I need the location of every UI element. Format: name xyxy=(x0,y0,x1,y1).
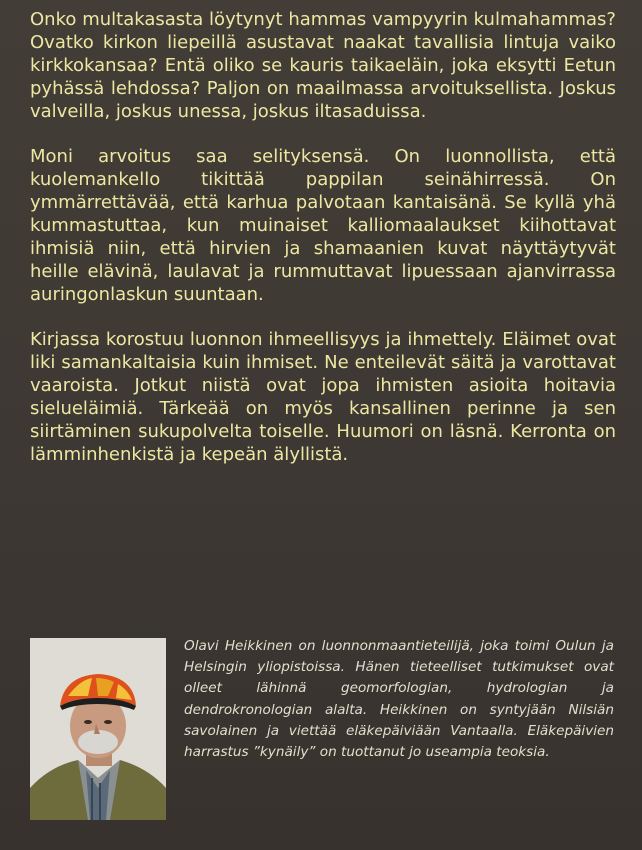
author-portrait-illustration xyxy=(30,638,166,820)
author-bio-paragraph: Olavi Heikkinen on luonnonmaantieteilijä, joka toimi Oulun ja Helsingin yliopistoissa. Hänen tieteelliset tutkimukset ovat olleet lähinnä geomorfologian, hydrologian ja dendrokronologian alalta. Heikkinen on syntyjään Nilsiän savolainen ja viettää eläkepäiviään Vantaalla. Eläkepäivien harrastus ”kynäily” on tuottanut jo useampia teoksia. xyxy=(184,638,614,761)
blurb-text xyxy=(30,8,616,488)
author-bio xyxy=(184,636,614,763)
blurb-paragraph-2: Moni arvoitus saa selityksensä. On luonnollista, että kuolemankello tikittää pappilan seinähirressä. On ymmärrettävää, että karhua palvotaan kantaisänä. Se kyllä yhä kummastuttaa, kun muinaiset kalliomaalaukset kiihottavat ihmisiä niin, että hirvien ja shamaanien kuvat näyttäytyvät heille elävinä, laulavat ja rummuttavat lipuessaan ajanvirrassa auringonlaskun suuntaan. xyxy=(30,146,616,305)
blurb-paragraph-1: Onko multakasasta löytynyt hammas vampyyrin kulmahammas? Ovatko kirkon liepeillä asustavat naakat tavallisia lintuja vaiko kirkkokansaa? Entä oliko se kauris taikaeläin, joka eksytti Eetun pyhässä lehdossa? Paljon on maailmassa arvoituksellista. Joskus valveilla, joskus unessa, joskus iltasaduissa. xyxy=(30,9,616,122)
author-photo xyxy=(30,638,166,820)
blurb-paragraph-3: Kirjassa korostuu luonnon ihmeellisyys ja ihmettely. Eläimet ovat liki samankaltaisia kuin ihmiset. Ne enteilevät säitä ja varottavat vaaroista. Jotkut niistä ovat jopa ihmisten asioita hoitavia sielueläimiä. Tärkeää on myös kansallinen perinne ja sen siirtäminen sukupolvelta toiselle. Huumori on läsnä. Kerronta on lämminhenkistä ja kepeän älyllistä. xyxy=(30,329,616,465)
